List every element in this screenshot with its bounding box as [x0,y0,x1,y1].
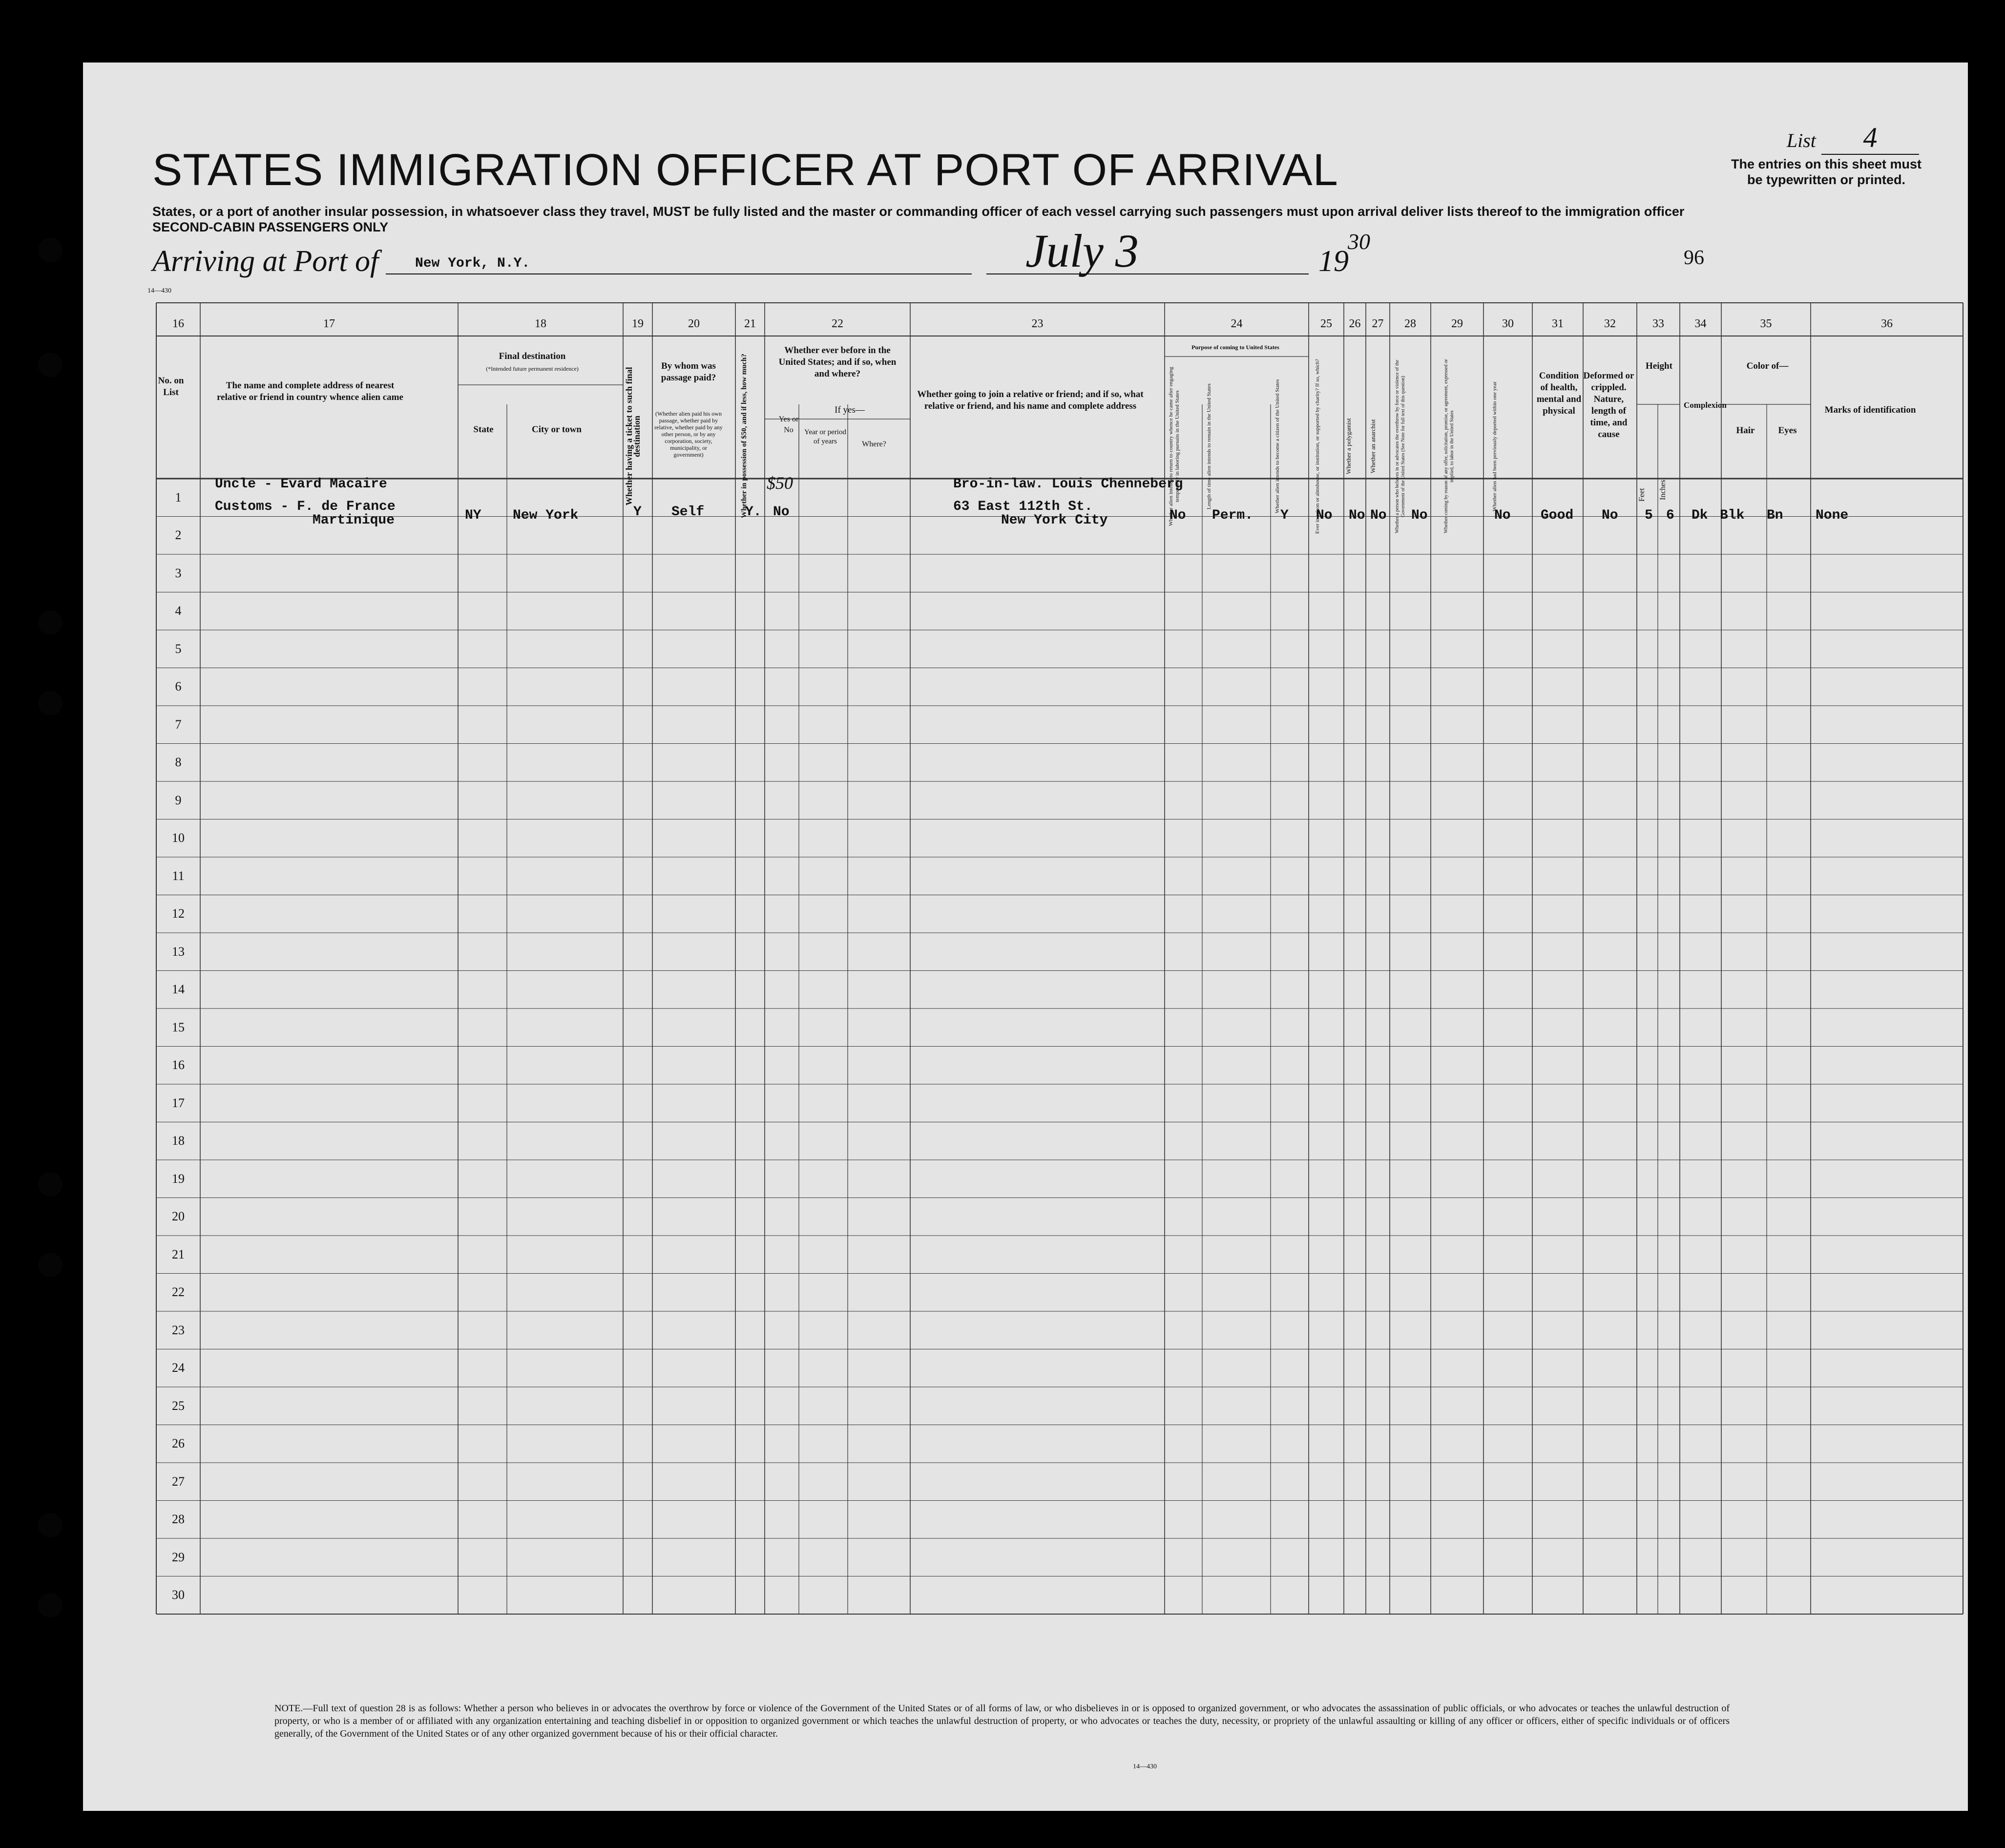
join-line-2: 63 East 112th St. [953,499,1093,514]
row-number-16: 16 [172,1058,185,1072]
q28-value: No [1411,508,1428,523]
marks-value: None [1816,508,1849,523]
punch-hole [38,691,63,715]
header-anarchist: Whether an anarchist [1369,419,1377,474]
form-code-top: 14—430 [147,287,171,294]
column-number-31: 31 [1552,317,1564,330]
column-number-26: 26 [1349,317,1361,330]
row-number-1: 1 [175,490,182,504]
header-year: Year or period of years [804,428,846,445]
row-number-17: 17 [172,1095,185,1110]
arriving-label: Arriving at Port of [152,245,379,278]
header-yes-no: Yes or No [778,415,799,434]
citizen-value: Y [1280,508,1289,523]
ticket-value: Y [633,504,642,520]
relative-line-1: Uncle - Evard Macaire [215,477,387,492]
prison-value: No [1316,508,1333,523]
header-inches: Inches [1659,480,1667,500]
column-number-18: 18 [535,317,546,330]
relative-line-3: Martinique [313,513,395,528]
row-number-29: 29 [172,1550,185,1564]
hair-value: Blk [1720,508,1745,523]
join-line-1: Bro-in-law. Louis Chenneberg [953,477,1183,492]
row-number-20: 20 [172,1209,185,1224]
margin-note: $50 [767,473,793,493]
header-height: Height [1646,361,1672,371]
row-number-18: 18 [172,1134,185,1148]
header-final-destination-note: (*Intended future permanent residence) [486,365,579,372]
paid-by-value: Self [671,504,705,520]
column-number-36: 36 [1881,317,1893,330]
punch-hole [38,1593,63,1617]
header-prison: Ever in prison or almshouse, or institution, or supported by charity? If so, which? [1315,358,1320,534]
punch-hole [38,353,63,377]
header-purpose: Purpose of coming to United States [1191,344,1279,351]
row-number-7: 7 [175,717,182,732]
column-number-32: 32 [1604,317,1616,330]
header-nearest-relative: The name and complete address of nearest relative or friend in country whence alien came [217,380,403,402]
instructions-line-1: The entries on this sheet must [1731,157,1922,171]
row-number-21: 21 [172,1247,185,1261]
punch-hole [38,1253,63,1277]
header-city: City or town [531,424,582,435]
row-number-22: 22 [172,1285,185,1300]
row-number-14: 14 [172,982,185,997]
cabin-class: SECOND-CABIN PASSENGERS ONLY [152,220,389,234]
column-number-19: 19 [632,317,644,330]
punch-hole [38,1172,63,1197]
column-number-22: 22 [832,317,843,330]
feet-value: 5 [1645,508,1653,523]
return-intent-value: No [1170,508,1186,523]
port-value: New York, N.Y. [415,256,530,271]
before-us-value: No [773,504,790,520]
row-number-19: 19 [172,1171,185,1186]
column-number-25: 25 [1320,317,1332,330]
list-label: List [1786,129,1816,151]
header-before-in-us: Whether ever before in the United States; and if so, when and where? [778,345,897,379]
column-number-30: 30 [1502,317,1514,330]
relative-line-2: Customs - F. de France [215,499,396,514]
punch-hole [38,610,63,635]
footer-form-code: 14—430 [1133,1763,1157,1770]
page-number: 96 [1684,247,1704,269]
column-number-34: 34 [1694,317,1707,330]
footer-note: NOTE.—Full text of question 28 is as follows: Whether a person who believes in or advocates the overthrow by force or violence of the Government of the United States or of all forms of law, or who disbelieves in or is opposed to organized government, or who advocates the assassination of public officials, or who advocates or teaches the unlawful destruction of property, or who is a member of or affiliated with any organization entertaining and teaching disbelief in or opposition to organized government or which teaches the unlawful destruction of property, or who advocates or teaches the duty, necessity, or propriety of the unlawful assaulting or killing of any officer or officers, either of specific individuals or of officers generally, of the Government of the United States or of any other organized government because of his or their official character. [274,1703,1730,1739]
inches-value: 6 [1666,508,1674,523]
column-number-23: 23 [1031,317,1044,330]
row-number-3: 3 [175,566,182,580]
row-number-24: 24 [172,1361,185,1375]
row-number-28: 28 [172,1512,185,1527]
header-if-yes: If yes— [835,405,865,415]
header-no-on-list: No. on List [158,376,184,398]
header-fifty-dollars: Whether in possession of $50, and if less, how much? [740,354,748,519]
header-paid-by: By whom was passage paid? [661,361,716,383]
join-line-3: New York City [1001,513,1108,528]
header-complexion: Complexion [1684,400,1727,410]
polygamist-value: No [1349,508,1365,523]
health-value: Good [1541,508,1574,523]
column-number-33: 33 [1652,317,1664,330]
header-final-destination: Final destination [499,351,566,361]
row-number-15: 15 [172,1020,185,1034]
column-number-24: 24 [1231,317,1243,330]
header-q28: Whether a person who believes in or advocates the overthrow by force or violence of the Government of the United States (See Note for full text of this question) [1395,359,1406,533]
anarchist-value: No [1370,508,1387,523]
length-stay-value: Perm. [1212,508,1253,523]
row-number-2: 2 [175,528,182,543]
list-number: 4 [1821,121,1919,155]
q30-value: No [1494,508,1511,523]
header-color-of: Color of— [1746,361,1789,371]
header-feet: Feet [1638,488,1646,502]
column-number-28: 28 [1404,317,1416,330]
header-join-relative: Whether going to join a relative or friend; and if so, what relative or friend, and his name and complete address [917,389,1144,411]
header-health: Condition of health, mental and physical [1536,371,1582,416]
header-q29: Whether coming by reason of any offer, solicitation, promise, or agreement, expressed or implied, to labor in the United States [1443,359,1455,534]
header-polygamist: Whether a polygamist [1345,418,1352,475]
row-number-27: 27 [172,1474,185,1489]
header-marks: Marks of identification [1824,405,1916,415]
header-return-intent: Whether alien intends to return to country whence he came after engaging temporarily in laboring pursuits in the United States [1168,367,1180,526]
state-value: NY [465,508,481,523]
row-number-10: 10 [172,831,185,845]
date-handwritten: July 3 [1025,225,1139,277]
column-number-17: 17 [323,317,335,330]
column-number-21: 21 [744,317,756,330]
row-number-6: 6 [175,679,182,694]
column-number-29: 29 [1451,317,1463,330]
header-state: State [473,424,494,435]
column-number-27: 27 [1372,317,1384,330]
header-length-stay: Length of time alien intends to remain in the United States [1206,383,1212,509]
row-number-30: 30 [172,1588,185,1602]
row-number-9: 9 [175,793,182,807]
instructions-line-2: be typewritten or printed. [1747,172,1906,187]
row-number-8: 8 [175,755,182,770]
header-eyes: Eyes [1778,425,1797,436]
eyes-value: Bn [1767,508,1783,523]
row-number-5: 5 [175,641,182,656]
header-where: Where? [862,440,886,448]
year-suffix: 30 [1348,229,1370,254]
row-number-4: 4 [175,604,182,618]
page-title: STATES IMMIGRATION OFFICER AT PORT OF ARRIVAL [152,145,1338,195]
fifty-value: Y. [745,504,762,520]
row-number-26: 26 [172,1436,185,1451]
column-number-35: 35 [1760,317,1772,330]
header-citizen: Whether alien intends to become a citizen of the United States [1274,379,1280,514]
punch-hole [38,238,63,262]
header-ticket: Whether having a ticket to such final destination [624,367,642,505]
header-hair: Hair [1736,425,1755,436]
row-number-11: 11 [172,868,185,883]
punch-hole [38,1513,63,1537]
manifest-sheet [83,63,1968,1811]
row-number-13: 13 [172,944,185,959]
complexion-value: Dk [1692,508,1708,523]
header-deported: Whether alien had been previously deported within one year [1492,381,1498,511]
deformed-value: No [1602,508,1618,523]
row-number-23: 23 [172,1323,185,1337]
column-number-16: 16 [172,317,184,330]
row-number-25: 25 [172,1398,185,1413]
year-prefix: 19 [1318,245,1349,278]
city-value: New York [513,508,579,523]
row-number-12: 12 [172,906,185,921]
subtitle-line: States, or a port of another insular possession, in whatsoever class they travel, MUST be fully listed and the master or commanding officer of each vessel carrying such passengers must upon arrival deliver lists thereof to the immigration officer [152,204,1685,219]
column-number-20: 20 [688,317,700,330]
header-paid-by-note: (Whether alien paid his own passage, whether paid by relative, whether paid by any other person, or by any corporation, society, municipality, or government) [654,410,723,458]
header-deformed: Deformed or crippled. Nature, length of time, and cause [1583,371,1634,440]
